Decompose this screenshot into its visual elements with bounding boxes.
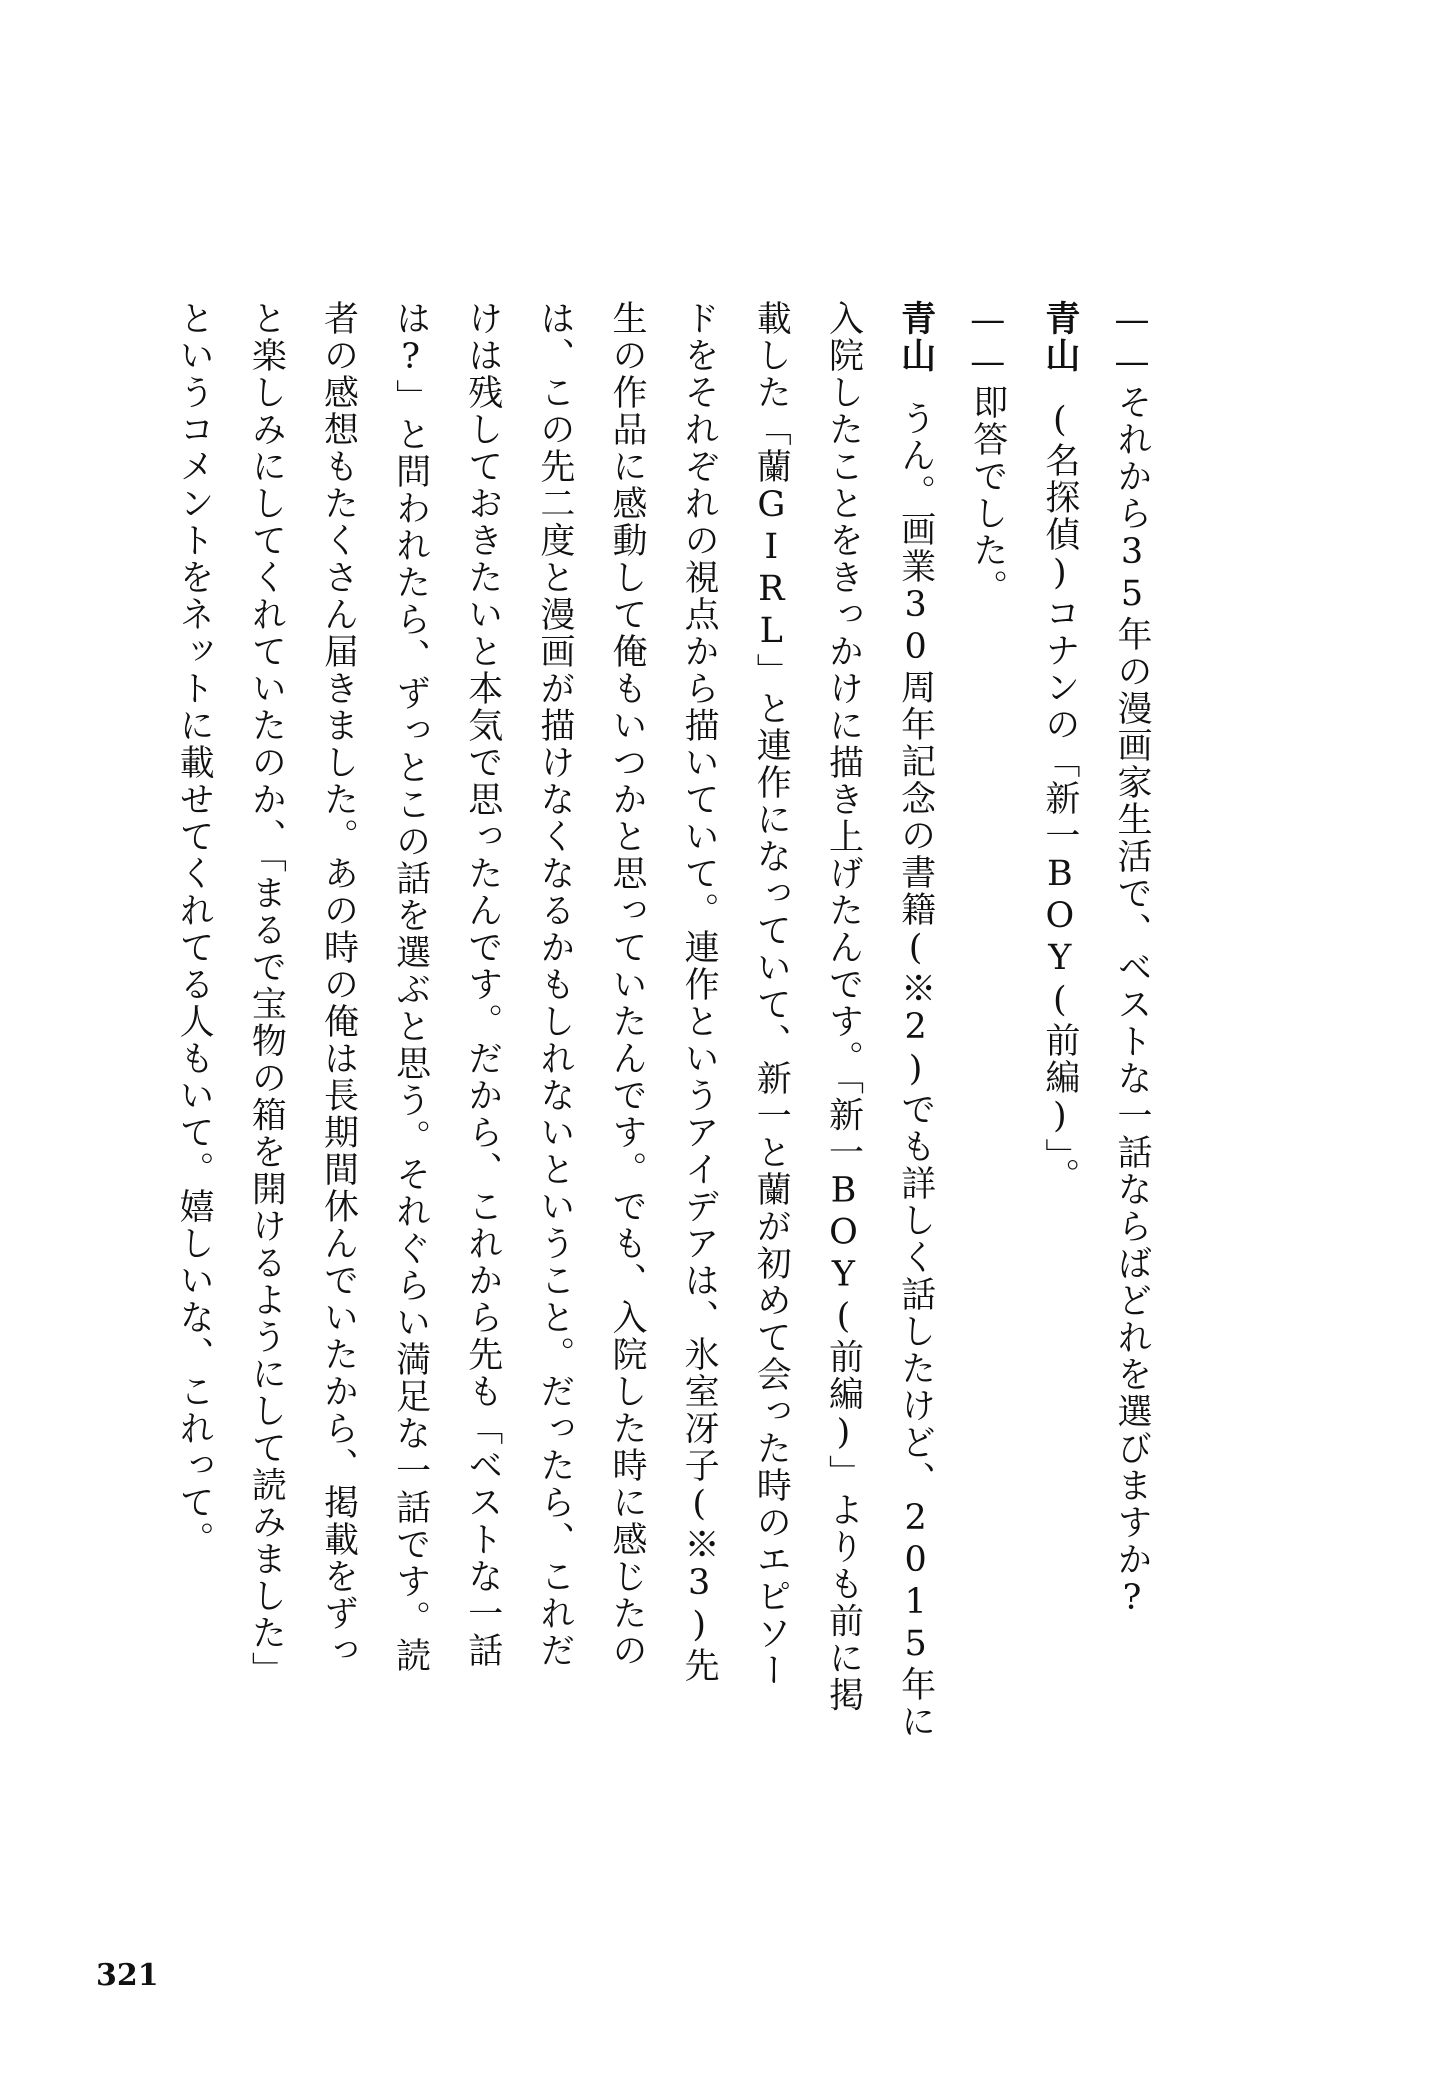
- line-text: (名探偵)コナンの「新一BOY(前編)」。: [1039, 400, 1080, 1195]
- line-text: 入院したことをきっかけに描き上げたんです。「新一BOY(前編)」よりも前に掲: [823, 300, 864, 1714]
- line-text: けは残しておきたいと本気で思ったんです。だから、これから先も「ベストな一話: [462, 300, 503, 1669]
- line-text: 生の作品に感動して俺もいつかと思っていたんです。でも、入院した時に感じたの: [607, 300, 648, 1669]
- line-text: というコメントをネットに載せてくれてる人もいて。嬉しいな、これって。: [174, 300, 215, 1558]
- line-text: 者の感想もたくさん届きました。あの時の俺は長期間休んでいたから、掲載をずっ: [318, 300, 359, 1669]
- line-text: ——即答でした。: [967, 300, 1008, 606]
- line-text: 載した「蘭GIRL」と連作になっていて、新一と蘭が初めて会った時のエピソー: [751, 300, 792, 1689]
- text-line-7: [665, 300, 737, 1750]
- page-number: 321: [96, 1958, 159, 1993]
- text-line-1: [1098, 300, 1170, 1750]
- line-text: は?」と問われたら、ずっとこの話を選ぶと思う。それぐらい満足な一話です。読: [390, 300, 431, 1674]
- line-text: ——それから35年の漫画家生活で、ベストな一話ならばどれを選びますか?: [1112, 300, 1152, 1620]
- speaker-name: 青山: [895, 300, 936, 374]
- text-line-12: [304, 300, 376, 1750]
- text-line-3: [954, 300, 1026, 1750]
- text-line-13: [232, 300, 304, 1750]
- line-text: ドをそれぞれの視点から描いていて。連作というアイデアは、氷室冴子(※3)先: [679, 300, 720, 1684]
- text-line-2: [1026, 300, 1098, 1750]
- speaker-name: 青山: [1039, 300, 1080, 374]
- line-text: と楽しみにしてくれていたのか、「まるで宝物の箱を開けるようにして読みました」: [246, 300, 287, 1689]
- line-text: うん。画業30周年記念の書籍(※2)でも詳しく話したけど、2015年に: [895, 400, 936, 1740]
- text-line-8: [593, 300, 665, 1750]
- line-text: は、この先二度と漫画が描けなくなるかもしれないということ。だったら、これだ: [534, 300, 575, 1669]
- text-line-4: [881, 300, 953, 1750]
- text-line-14: [160, 300, 232, 1750]
- text-line-9: [521, 300, 593, 1750]
- text-line-10: [449, 300, 521, 1750]
- vertical-text-block: [160, 300, 1170, 1750]
- text-line-11: [376, 300, 448, 1750]
- text-line-6: [737, 300, 809, 1750]
- text-line-5: [809, 300, 881, 1750]
